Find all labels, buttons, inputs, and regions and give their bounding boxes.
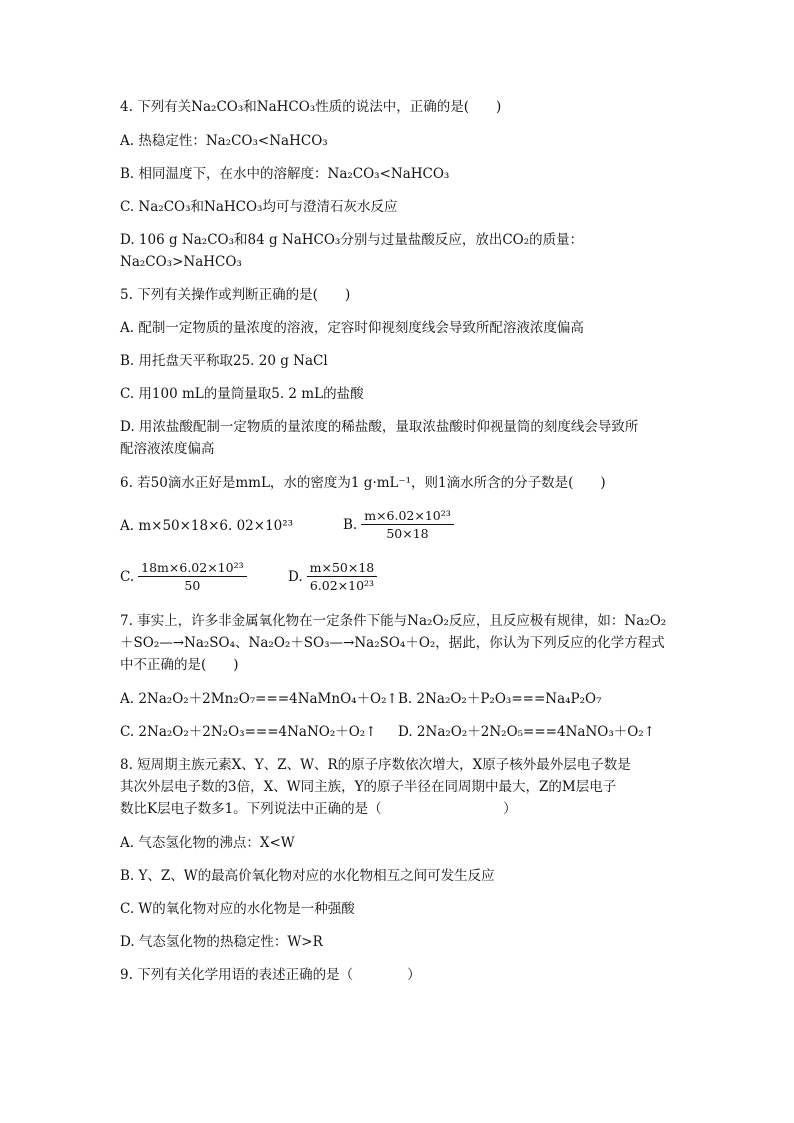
question-8-option-d: D. 气态氢化物的热稳定性：W>R — [120, 934, 323, 950]
question-5-option-b: B. 用托盘天平称取25. 20 g NaCl — [120, 353, 328, 369]
question-5-option-a: A. 配制一定物质的量浓度的溶液，定容时仰视刻度线会导致所配溶液浓度偏高 — [120, 320, 584, 336]
option-label: B. — [343, 516, 358, 533]
question-7-options-row-1 — [120, 690, 680, 708]
question-7-option-d: D. 2Na₂O₂＋2N₂O₅===4NaNO₃＋O₂↑ — [398, 724, 656, 740]
question-6-option-d — [288, 560, 379, 593]
option-label: D. — [288, 568, 303, 585]
fraction-denominator: 6.02×10²³ — [309, 578, 375, 593]
question-5-option-d: D. 用浓盐酸配制一定物质的量浓度的稀盐酸，量取浓盐酸时仰视量筒的刻度线会导致所 — [120, 419, 639, 435]
question-4-option-d-cont: Na₂CO₃>NaHCO₃ — [120, 254, 242, 270]
question-6-option-c — [120, 560, 249, 593]
question-6-option-a: A. m×50×18×6. 02×10²³ — [120, 518, 294, 534]
question-5-option-d-cont: 配溶液浓度偏高 — [120, 441, 215, 457]
question-9-stem: 9. 下列有关化学用语的表述正确的是（ ） — [120, 967, 421, 983]
question-4-option-a: A. 热稳定性：Na₂CO₃<NaHCO₃ — [120, 133, 328, 149]
question-7-option-b: B. 2Na₂O₂＋P₂O₃===Na₄P₂O₇ — [398, 691, 602, 707]
question-6-stem: 6. 若50滴水正好是mmL，水的密度为1 g·mL⁻¹，则1滴水所含的分子数是( ) — [120, 475, 606, 491]
question-7-option-a: A. 2Na₂O₂＋2Mn₂O₇===4NaMnO₄＋O₂↑ — [120, 691, 398, 707]
fraction-numerator: m×6.02×10²³ — [361, 508, 454, 525]
question-7-stem-line-1: 7. 事实上，许多非金属氧化物在一定条件下能与Na₂O₂反应，且反应极有规律，如：Na₂O₂ — [120, 613, 667, 629]
question-4-option-b: B. 相同温度下，在水中的溶解度：Na₂CO₃<NaHCO₃ — [120, 166, 450, 182]
fraction-denominator: 50 — [184, 578, 201, 593]
option-label: C. — [120, 568, 135, 585]
fraction — [307, 560, 378, 593]
question-7-option-c: C. 2Na₂O₂＋2N₂O₃===4NaNO₂＋O₂↑ — [120, 724, 377, 740]
question-7-options-row-2 — [120, 723, 680, 741]
question-7-stem-line-2: ＋SO₂—→Na₂SO₄、Na₂O₂＋SO₃—→Na₂SO₄＋O₂，据此，你认为下列反应的化学方程式 — [120, 635, 665, 651]
question-8-option-b: B. Y、Z、W的最高价氧化物对应的水化物相互之间可发生反应 — [120, 868, 495, 884]
question-6-option-b — [343, 508, 456, 541]
question-8-stem-line-3: 数比K层电子数多1。下列说法中正确的是（ ） — [120, 801, 517, 817]
fraction-denominator: 50×18 — [386, 526, 429, 541]
fraction — [138, 560, 246, 593]
question-4-option-d: D. 106 g Na₂CO₃和84 g NaHCO₃分别与过量盐酸反应，放出CO₂的质量： — [120, 232, 584, 248]
fraction — [361, 508, 454, 541]
question-8-stem-line-2: 其次外层电子数的3倍，X、W同主族，Y的原子半径在同周期中最大，Z的M层电子 — [120, 779, 617, 795]
fraction-numerator: 18m×6.02×10²³ — [138, 560, 246, 577]
question-4-option-c: C. Na₂CO₃和NaHCO₃均可与澄清石灰水反应 — [120, 199, 398, 215]
question-8-stem-line-1: 8. 短周期主族元素X、Y、Z、W、R的原子序数依次增大，X原子核外最外层电子数是 — [120, 757, 631, 773]
question-5-option-c: C. 用100 mL的量筒量取5. 2 mL的盐酸 — [120, 386, 364, 402]
question-5-stem: 5. 下列有关操作或判断正确的是( ) — [120, 287, 351, 303]
question-8-option-a: A. 气态氢化物的沸点：X<W — [120, 835, 295, 851]
question-7-stem-line-3: 中不正确的是( ) — [120, 657, 239, 673]
question-8-option-c: C. W的氧化物对应的水化物是一种强酸 — [120, 901, 355, 917]
question-4-stem: 4. 下列有关Na₂CO₃和NaHCO₃性质的说法中，正确的是( ) — [120, 99, 502, 115]
fraction-numerator: m×50×18 — [307, 560, 378, 577]
